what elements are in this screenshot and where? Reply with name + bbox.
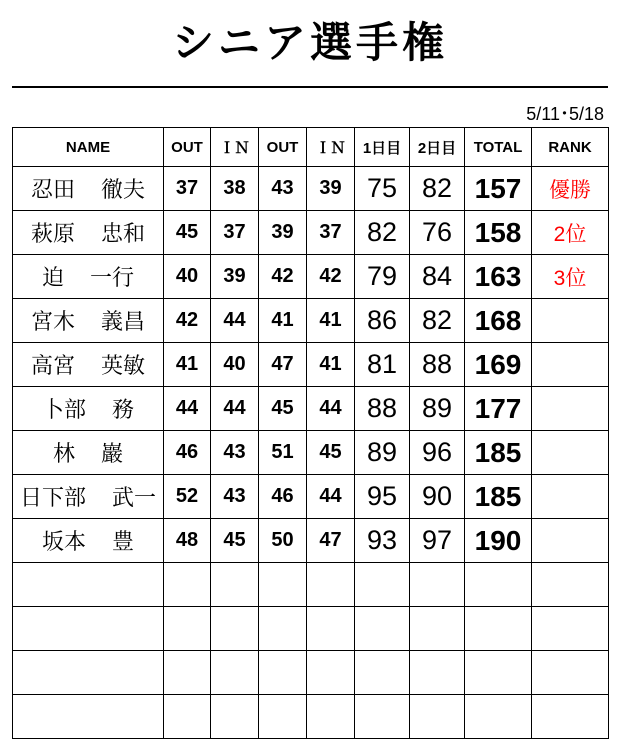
day-1-score: 75 (355, 167, 410, 211)
rank-cell: 優勝 (532, 167, 609, 211)
total-score: 157 (465, 167, 532, 211)
header-row (13, 128, 609, 167)
in-1-score: 38 (211, 167, 259, 211)
empty-cell (307, 607, 355, 651)
in-1-score: 37 (211, 211, 259, 255)
empty-cell (259, 563, 307, 607)
day-2-score: 90 (410, 475, 465, 519)
out-2-score: 39 (259, 211, 307, 255)
title-divider (12, 86, 608, 88)
player-family-name: 萩原 (30, 222, 75, 247)
table-row (13, 299, 609, 343)
empty-cell (532, 695, 609, 739)
out-1-score: 48 (164, 519, 211, 563)
player-name-cell (13, 343, 164, 387)
total-score: 185 (465, 475, 532, 519)
in-1-score: 40 (211, 343, 259, 387)
day-2-score: 96 (410, 431, 465, 475)
header-in-1: ＩＮ (211, 128, 259, 167)
out-2-score: 50 (259, 519, 307, 563)
empty-cell (410, 651, 465, 695)
rank-cell (532, 431, 609, 475)
empty-cell (355, 695, 410, 739)
player-family-name: 坂本 (41, 530, 86, 555)
day-2-score: 76 (410, 211, 465, 255)
in-2-score: 41 (307, 299, 355, 343)
out-2-score: 45 (259, 387, 307, 431)
in-1-score: 44 (211, 387, 259, 431)
empty-cell (164, 607, 211, 651)
day-2-score: 82 (410, 299, 465, 343)
empty-cell (13, 607, 164, 651)
empty-cell (259, 607, 307, 651)
day-2-score: 89 (410, 387, 465, 431)
out-1-score: 44 (164, 387, 211, 431)
date-range: 5/11･5/18 (526, 104, 604, 124)
empty-cell (307, 695, 355, 739)
rank-cell (532, 475, 609, 519)
in-2-score: 42 (307, 255, 355, 299)
player-given-name: 豊 (112, 530, 135, 555)
empty-cell (355, 651, 410, 695)
rank-cell (532, 387, 609, 431)
day-1-score: 93 (355, 519, 410, 563)
empty-cell (532, 651, 609, 695)
empty-cell (211, 695, 259, 739)
player-name-cell (13, 475, 164, 519)
empty-row (13, 695, 609, 739)
player-family-name: 林 (52, 442, 75, 467)
player-family-name: 迫 (41, 266, 64, 291)
empty-cell (259, 651, 307, 695)
player-family-name: 日下部 (19, 486, 86, 511)
rank-cell: 3位 (532, 255, 609, 299)
player-name-cell (13, 211, 164, 255)
empty-cell (211, 563, 259, 607)
empty-cell (465, 563, 532, 607)
empty-cell (211, 651, 259, 695)
player-family-name: 宮木 (30, 310, 75, 335)
in-2-score: 44 (307, 387, 355, 431)
table-row (13, 519, 609, 563)
empty-cell (13, 695, 164, 739)
in-1-score: 43 (211, 475, 259, 519)
in-1-score: 45 (211, 519, 259, 563)
empty-cell (410, 607, 465, 651)
player-given-name: 英敏 (101, 354, 146, 379)
empty-cell (13, 563, 164, 607)
day-2-score: 88 (410, 343, 465, 387)
in-1-score: 43 (211, 431, 259, 475)
player-name-cell (13, 387, 164, 431)
empty-cell (410, 563, 465, 607)
out-2-score: 43 (259, 167, 307, 211)
empty-cell (307, 563, 355, 607)
total-score: 158 (465, 211, 532, 255)
player-given-name: 義昌 (101, 310, 146, 335)
empty-cell (465, 695, 532, 739)
table-row (13, 211, 609, 255)
table-row (13, 431, 609, 475)
player-family-name: 忍田 (30, 178, 75, 203)
empty-cell (465, 607, 532, 651)
out-1-score: 40 (164, 255, 211, 299)
header-rank: RANK (532, 128, 609, 167)
empty-row (13, 563, 609, 607)
header-in-2: ＩＮ (307, 128, 355, 167)
total-score: 168 (465, 299, 532, 343)
empty-cell (532, 607, 609, 651)
table-row (13, 255, 609, 299)
day-1-score: 88 (355, 387, 410, 431)
table-row (13, 387, 609, 431)
total-score: 163 (465, 255, 532, 299)
out-2-score: 42 (259, 255, 307, 299)
empty-cell (355, 607, 410, 651)
in-2-score: 44 (307, 475, 355, 519)
in-1-score: 44 (211, 299, 259, 343)
player-family-name: 卜部 (41, 398, 86, 423)
empty-row (13, 607, 609, 651)
in-1-score: 39 (211, 255, 259, 299)
player-name-cell (13, 299, 164, 343)
player-given-name: 巖 (101, 442, 124, 467)
rank-cell (532, 299, 609, 343)
day-1-score: 81 (355, 343, 410, 387)
player-family-name: 高宮 (30, 354, 75, 379)
in-2-score: 39 (307, 167, 355, 211)
player-given-name: 忠和 (101, 222, 146, 247)
rank-cell (532, 519, 609, 563)
out-1-score: 52 (164, 475, 211, 519)
in-2-score: 41 (307, 343, 355, 387)
empty-cell (211, 607, 259, 651)
player-name-cell (13, 255, 164, 299)
in-2-score: 45 (307, 431, 355, 475)
empty-cell (410, 695, 465, 739)
empty-cell (259, 695, 307, 739)
empty-cell (307, 651, 355, 695)
header-name: NAME (13, 128, 164, 167)
header-day-1: 1日目 (355, 128, 410, 167)
out-2-score: 41 (259, 299, 307, 343)
player-name-cell (13, 431, 164, 475)
day-2-score: 97 (410, 519, 465, 563)
out-1-score: 42 (164, 299, 211, 343)
empty-cell (532, 563, 609, 607)
out-2-score: 51 (259, 431, 307, 475)
player-given-name: 徹夫 (101, 178, 146, 203)
empty-cell (164, 563, 211, 607)
table-row (13, 343, 609, 387)
table-row (13, 475, 609, 519)
out-1-score: 46 (164, 431, 211, 475)
player-name-cell (13, 167, 164, 211)
player-given-name: 一行 (90, 266, 135, 291)
header-total: TOTAL (465, 128, 532, 167)
player-given-name: 務 (112, 398, 135, 423)
day-1-score: 82 (355, 211, 410, 255)
page-title: シニア選手権 (171, 18, 448, 67)
day-1-score: 86 (355, 299, 410, 343)
day-1-score: 89 (355, 431, 410, 475)
in-2-score: 37 (307, 211, 355, 255)
day-1-score: 95 (355, 475, 410, 519)
player-name-cell (13, 519, 164, 563)
day-2-score: 84 (410, 255, 465, 299)
out-1-score: 37 (164, 167, 211, 211)
empty-cell (164, 695, 211, 739)
header-out-2: OUT (259, 128, 307, 167)
empty-row (13, 651, 609, 695)
total-score: 169 (465, 343, 532, 387)
header-out-1: OUT (164, 128, 211, 167)
day-2-score: 82 (410, 167, 465, 211)
total-score: 177 (465, 387, 532, 431)
rank-cell: 2位 (532, 211, 609, 255)
empty-cell (355, 563, 410, 607)
out-2-score: 47 (259, 343, 307, 387)
total-score: 190 (465, 519, 532, 563)
out-1-score: 45 (164, 211, 211, 255)
rank-cell (532, 343, 609, 387)
header-day-2: 2日目 (410, 128, 465, 167)
table-row (13, 167, 609, 211)
score-table (12, 127, 609, 739)
out-2-score: 46 (259, 475, 307, 519)
total-score: 185 (465, 431, 532, 475)
in-2-score: 47 (307, 519, 355, 563)
empty-cell (465, 651, 532, 695)
empty-cell (164, 651, 211, 695)
day-1-score: 79 (355, 255, 410, 299)
empty-cell (13, 651, 164, 695)
out-1-score: 41 (164, 343, 211, 387)
player-given-name: 武一 (112, 486, 157, 511)
